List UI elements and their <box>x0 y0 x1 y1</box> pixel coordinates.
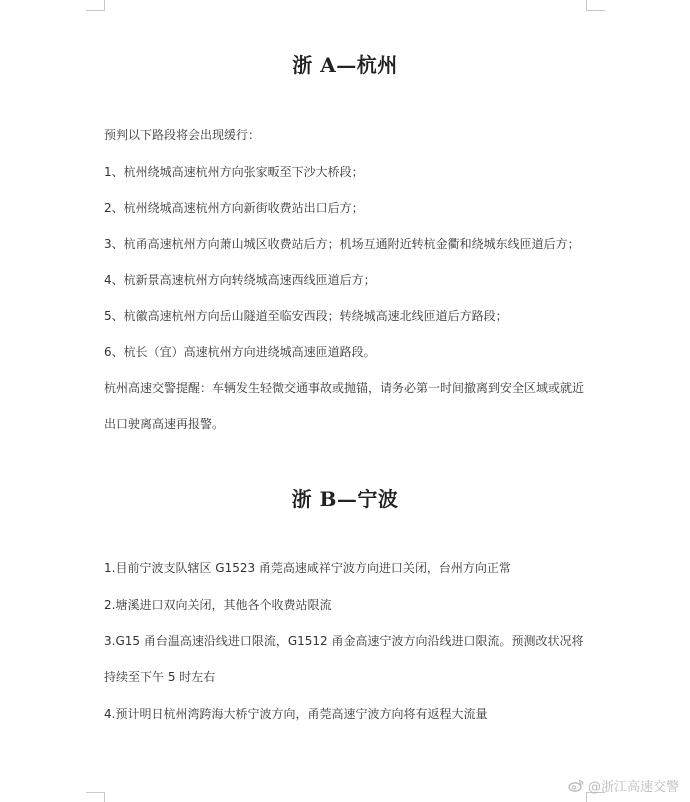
page-corner-mark <box>586 0 605 11</box>
list-item: 1.目前宁波支队辖区 G1523 甬莞高速咸祥宁波方向进口关闭，台州方向正常 <box>104 561 511 575</box>
section-b-title: 浙 B—宁波 <box>291 487 399 511</box>
weibo-icon <box>568 779 584 792</box>
list-item: 2.塘溪进口双向关闭，其他各个收费站限流 <box>104 598 332 612</box>
section-a-intro: 预判以下路段将会出现缓行： <box>104 128 261 142</box>
list-item: 2、杭州绕城高速杭州方向新街收费站出口后方； <box>104 201 364 215</box>
section-a-notice: 杭州高速交警提醒：车辆发生轻微交通事故或抛锚，请务必第一时间撤离到安全区域或就近 <box>104 381 585 395</box>
weibo-watermark <box>568 776 679 795</box>
list-item: 5、杭徽高速杭州方向岳山隧道至临安西段；转绕城高速北线匝道后方路段； <box>104 309 508 323</box>
list-item: 4.预计明日杭州湾跨海大桥宁波方向，甬莞高速宁波方向将有返程大流量 <box>104 707 488 721</box>
page-corner-mark <box>86 792 105 802</box>
list-item: 3、杭甬高速杭州方向萧山城区收费站后方；机场互通附近转杭金衢和绕城东线匝道后方； <box>104 237 580 251</box>
list-item-cont: 持续至下午 5 时左右 <box>104 670 216 684</box>
list-item: 3.G15 甬台温高速沿线进口限流，G1512 甬金高速宁波方向沿线进口限流。预测改状况将 <box>104 634 584 648</box>
page-corner-mark <box>86 0 105 11</box>
section-a-title: 浙 A—杭州 <box>292 53 398 77</box>
list-item: 1、杭州绕城高速杭州方向张家畈至下沙大桥段； <box>104 165 364 179</box>
watermark-text: @浙江高速交警 <box>588 780 680 795</box>
list-item: 6、杭长（宜）高速杭州方向进绕城高速匝道路段。 <box>104 345 376 359</box>
section-a-notice-cont: 出口驶离高速再报警。 <box>104 417 225 431</box>
list-item: 4、杭新景高速杭州方向转绕城高速西线匝道后方； <box>104 273 376 287</box>
